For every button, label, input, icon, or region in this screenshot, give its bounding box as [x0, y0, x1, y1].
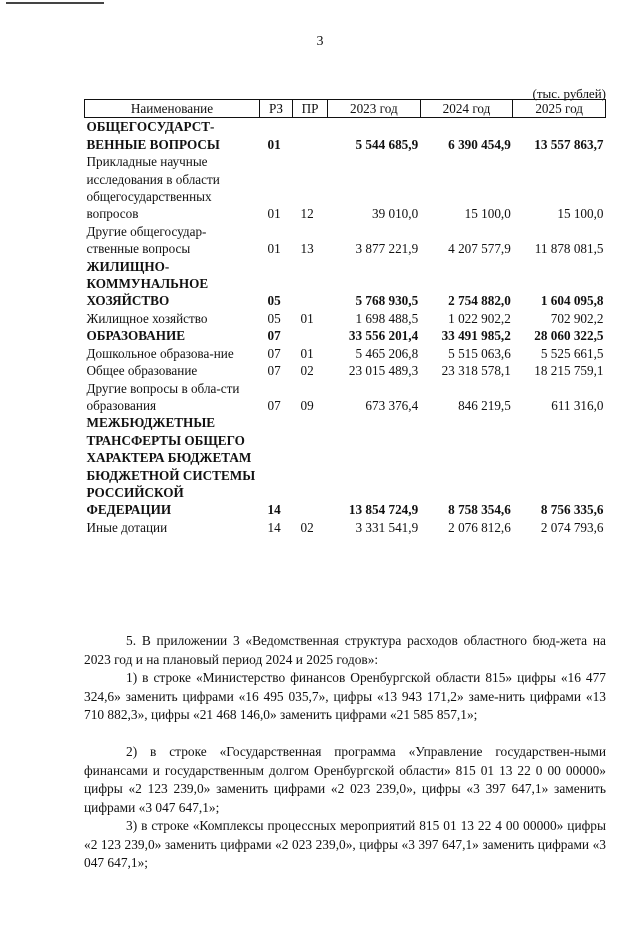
paragraph-5: 5. В приложении 3 «Ведомственная структура расходов областного бюд-жета на 2023 год и на плановый период 2024 и 2025 годов»:	[84, 633, 606, 667]
row-pr: 09	[300, 397, 314, 413]
table-row	[85, 414, 606, 518]
header-2025: 2025 год	[513, 100, 606, 118]
row-name: Другие общегосудар-ственные вопросы	[86, 223, 207, 257]
header-pr: ПР	[293, 100, 328, 118]
row-rz: 01	[267, 241, 281, 257]
row-2025: 18 215 759,1	[534, 363, 604, 379]
table-row	[85, 380, 606, 415]
row-2025: 8 756 335,6	[540, 502, 604, 518]
table-row	[85, 519, 606, 536]
row-2024: 2 076 812,6	[448, 519, 511, 535]
table-row	[85, 310, 606, 327]
row-pr: 02	[300, 519, 314, 535]
row-2023: 5 544 685,9	[355, 136, 419, 152]
row-2023: 1 698 488,5	[355, 310, 419, 326]
row-name: Иные дотации	[86, 519, 168, 535]
row-2025: 11 878 081,5	[534, 241, 604, 257]
row-rz: 14	[267, 502, 281, 518]
row-rz: 01	[267, 206, 281, 222]
row-pr	[293, 258, 328, 310]
row-2024: 8 758 354,6	[448, 502, 511, 518]
row-name: Другие вопросы в обла-сти образования	[86, 380, 240, 413]
row-2024: 15 100,0	[464, 206, 511, 222]
row-2025: 702 902,2	[550, 310, 604, 326]
row-2024: 846 219,5	[458, 397, 511, 413]
row-rz: 07	[267, 345, 281, 361]
row-2024: 2 754 882,0	[448, 293, 511, 309]
table-row	[85, 362, 606, 379]
row-2023: 673 376,4	[365, 397, 419, 413]
budget-table	[84, 99, 606, 536]
row-2025: 2 074 793,6	[540, 519, 604, 535]
row-2023: 33 556 201,4	[348, 328, 419, 344]
row-2024: 23 318 578,1	[441, 363, 511, 379]
row-name: Общее образование	[86, 363, 198, 379]
row-2023: 5 768 930,5	[355, 293, 419, 309]
row-2023: 39 010,0	[372, 206, 419, 222]
row-name: Прикладные научные исследования в области общегосударственных вопросов	[86, 154, 220, 222]
row-rz: 14	[267, 519, 281, 535]
table-row	[85, 118, 606, 153]
header-2023: 2023 год	[328, 100, 421, 118]
table-row	[85, 153, 606, 223]
row-name: ЖИЛИЩНО-КОММУНАЛЬНОЕ ХОЗЯЙСТВО	[86, 258, 209, 309]
paragraph-item-3: 3) в строке «Комплексы процессных мероприятий 815 01 13 22 4 00 00000» цифры «2 123 239,0» заменить цифрами «2 023 239,0», цифры «3 397 647,1» заменить цифрами «3 047 647,1»;	[84, 818, 606, 871]
row-2025: 15 100,0	[557, 206, 604, 222]
header-rz: РЗ	[260, 100, 293, 118]
row-rz: 07	[267, 328, 281, 344]
row-rz: 05	[267, 310, 281, 326]
row-name: ОБРАЗОВАНИЕ	[86, 328, 186, 344]
row-2025: 28 060 322,5	[534, 328, 604, 344]
row-2025: 5 525 661,5	[540, 345, 604, 361]
row-pr: 01	[300, 310, 314, 326]
row-2024: 6 390 454,9	[448, 136, 511, 152]
row-pr: 02	[300, 363, 314, 379]
row-2023: 5 465 206,8	[355, 345, 419, 361]
page-number: 3	[316, 34, 324, 49]
header-name: Наименование	[85, 100, 260, 118]
row-2023: 3 877 221,9	[355, 241, 419, 257]
row-rz: 07	[267, 363, 281, 379]
row-2023: 23 015 489,3	[348, 363, 419, 379]
row-pr: 13	[300, 241, 314, 257]
row-pr	[293, 327, 328, 344]
row-pr: 01	[300, 345, 314, 361]
table-row	[85, 345, 606, 362]
table-row	[85, 223, 606, 258]
row-pr	[293, 118, 328, 153]
row-2023: 13 854 724,9	[348, 502, 419, 518]
row-2025: 611 316,0	[551, 397, 604, 413]
units-label: (тыс. рублей)	[532, 86, 606, 101]
table-row	[85, 327, 606, 344]
row-name: МЕЖБЮДЖЕТНЫЕ ТРАНСФЕРТЫ ОБЩЕГО ХАРАКТЕРА БЮДЖЕТАМ БЮДЖЕТНОЙ СИСТЕМЫ РОССИЙСКОЙ ФЕДЕРАЦИИ	[86, 415, 256, 518]
row-2024: 4 207 577,9	[448, 241, 511, 257]
row-rz: 07	[267, 397, 281, 413]
row-rz: 05	[267, 293, 281, 309]
row-name: ОБЩЕГОСУДАРСТ-ВЕННЫЕ ВОПРОСЫ	[86, 119, 220, 152]
row-2025: 13 557 863,7	[534, 136, 604, 152]
table-header-row	[85, 100, 606, 118]
row-name: Жилищное хозяйство	[86, 310, 208, 326]
row-2025: 1 604 095,8	[540, 293, 604, 309]
row-2024: 33 491 985,2	[441, 328, 511, 344]
corner-rule	[6, 2, 104, 4]
row-2023: 3 331 541,9	[355, 519, 419, 535]
table-row	[85, 258, 606, 310]
paragraph-item-2: 2) в строке «Государственная программа «Управление государствен-ными финансами и государственным долгом Оренбургской области» 815 01 13 22 0 00 00000» цифры «2 123 239,0» заменить цифрами «2 023 239,0», цифры «3 397 647,1» заменить цифрами «3 047 647,1»;	[84, 744, 606, 815]
row-2024: 1 022 902,2	[448, 310, 511, 326]
row-rz: 01	[267, 136, 281, 152]
header-2024: 2024 год	[420, 100, 513, 118]
row-2024: 5 515 063,6	[448, 345, 511, 361]
row-pr	[293, 414, 328, 518]
row-pr: 12	[300, 206, 314, 222]
row-name: Дошкольное образова-ние	[86, 345, 234, 361]
paragraph-item-1: 1) в строке «Министерство финансов Оренбургской области 815» цифры «16 477 324,6» заменить цифрами «16 495 035,7», цифры «13 943 171,2» заме-нить цифрами «13 710 882,3», цифры «21 468 146,0» заменить цифрами «21 585 857,1»;	[84, 670, 606, 723]
